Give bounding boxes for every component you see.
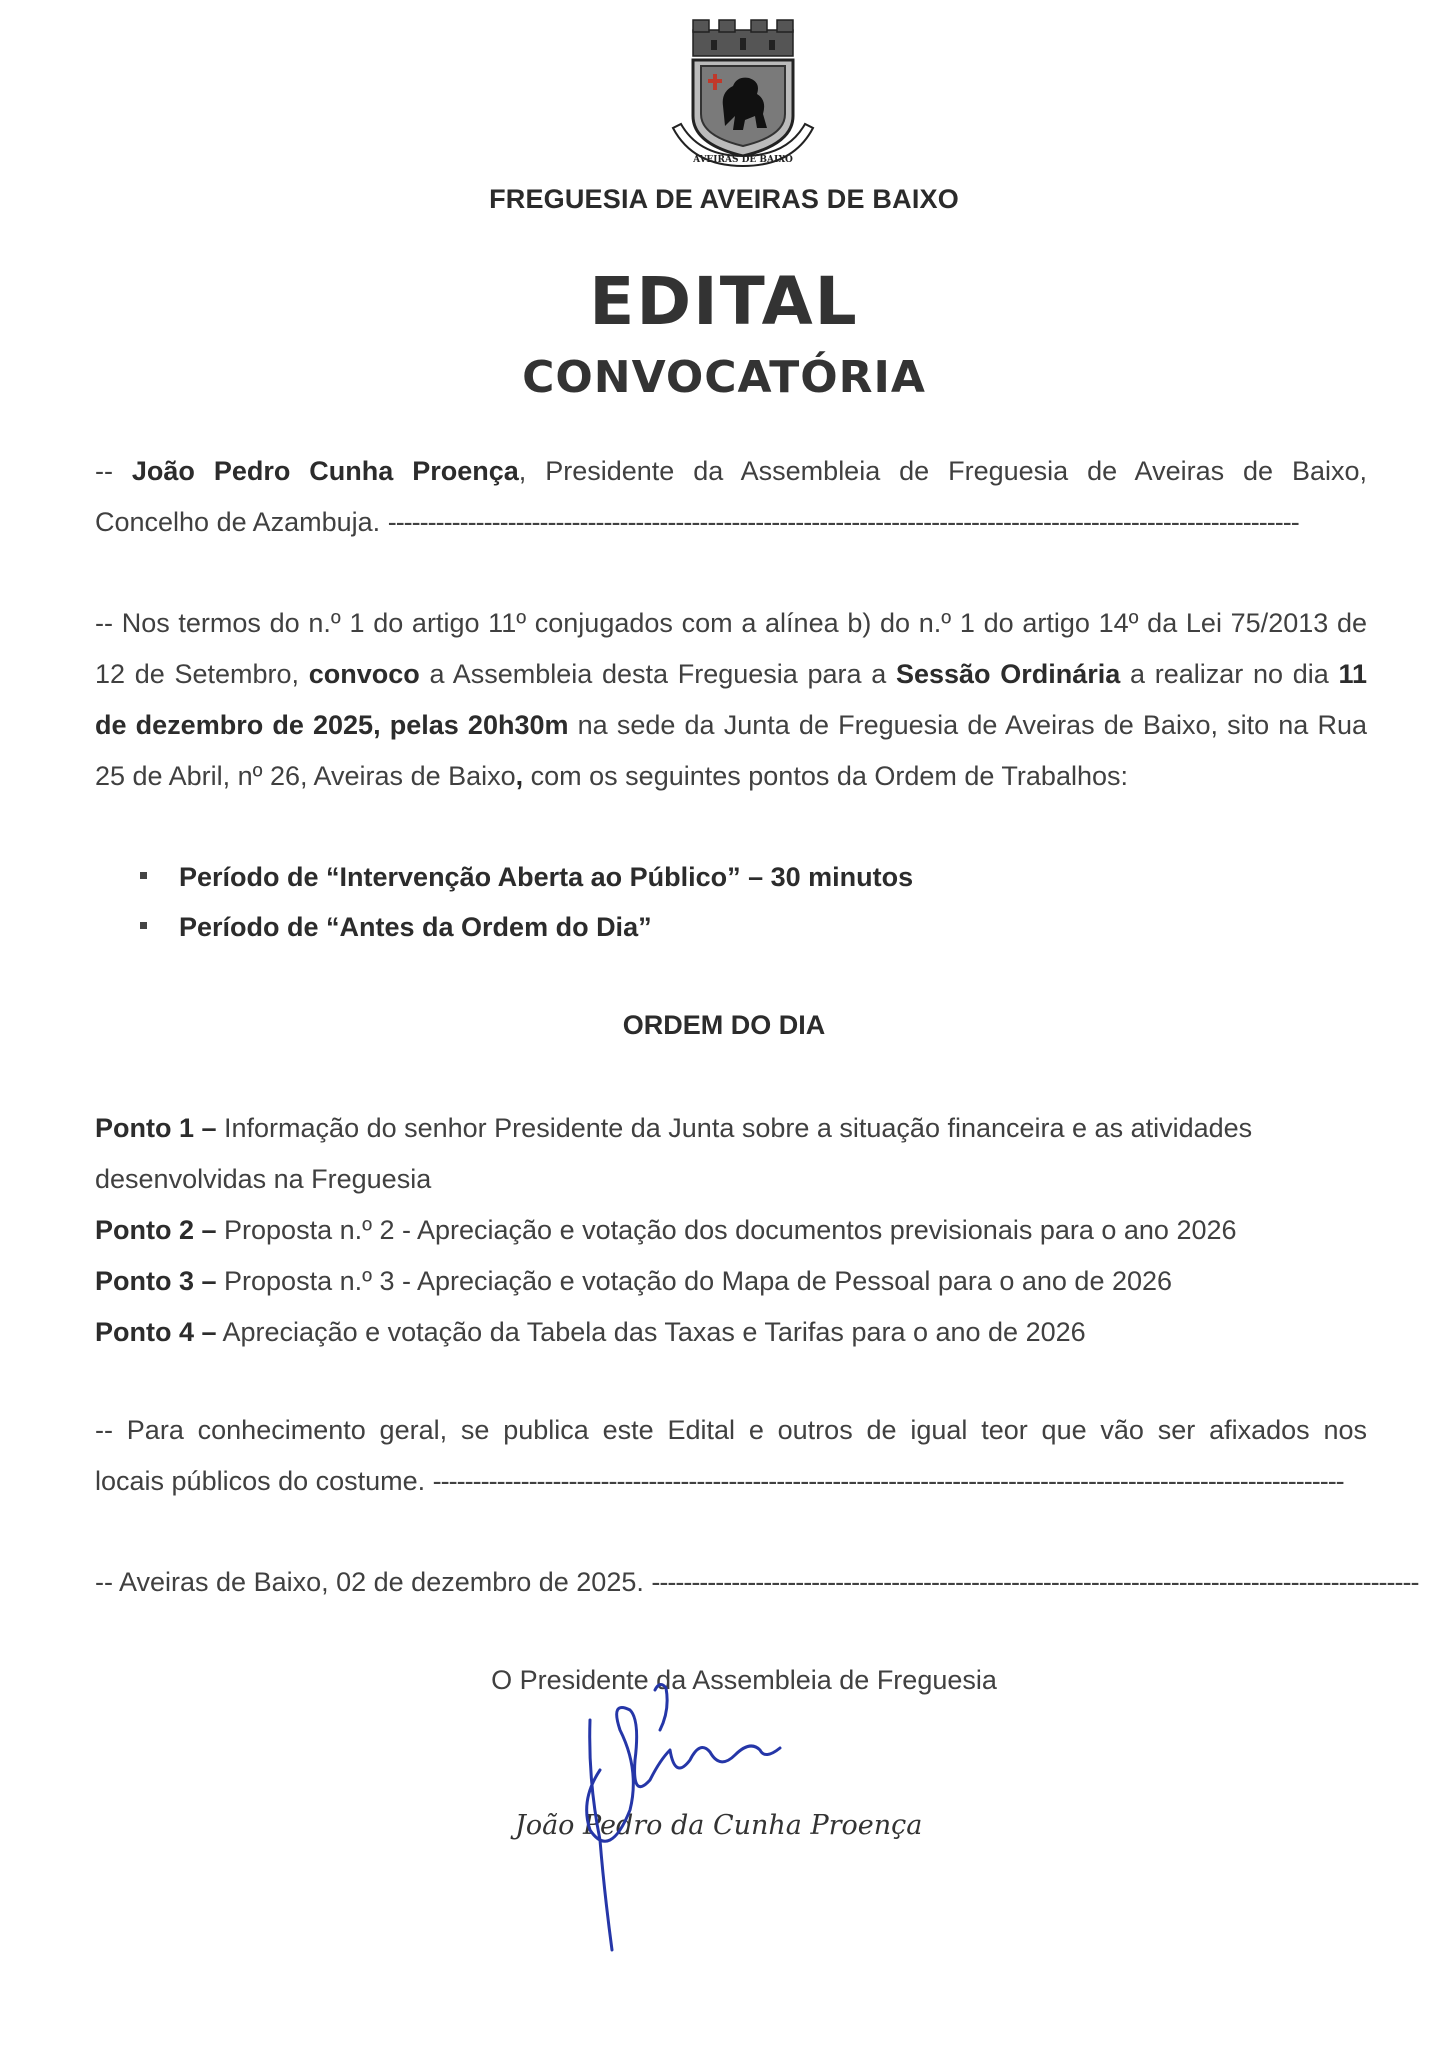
intro-line-1: -- João Pedro Cunha Proença, Presidente da Assembleia de Freguesia de Aveiras de Baixo, (95, 456, 1368, 486)
document-subtitle: CONVOCATÓRIA (522, 352, 926, 403)
list-item: Período de “Antes da Ordem do Dia” (140, 902, 913, 952)
list-item: Período de “Intervenção Aberta ao Público” – 30 minutos (140, 852, 913, 902)
publication-paragraph (95, 1405, 1367, 1507)
handwritten-signature (560, 1660, 820, 1960)
agenda-item-1: Ponto 1 – Informação do senhor Presidente da Junta sobre a situação financeira e as atividades (95, 1113, 1253, 1143)
intro-line-2: Concelho de Azambuja. ------------------------------------------------------------------------------------------------------------------ (95, 497, 1367, 548)
ordem-do-dia-heading: ORDEM DO DIA (622, 1010, 826, 1040)
dash-leader: ------------------------------------------------------------------------------------------------------------------ (432, 1466, 1344, 1496)
dash-leader: ------------------------------------------------------------------------------------------------ (651, 1567, 1419, 1597)
bullet-square-icon (140, 872, 147, 879)
signature-role: O Presidente da Assembleia de Freguesia (491, 1665, 997, 1695)
agenda-items (95, 1103, 1375, 1358)
president-name: João Pedro Cunha Proença (131, 456, 519, 486)
parish-crest-logo (663, 16, 823, 176)
document-title: EDITAL (589, 263, 859, 340)
publication-line-2: locais públicos do costume. ------------------------------------------------------------------------------------------------------------------ (95, 1456, 1367, 1507)
bullet-square-icon (140, 922, 147, 929)
crest-ribbon-text: AVEIRAS DE BAIXO (693, 155, 793, 165)
organization-name: FREGUESIA DE AVEIRAS DE BAIXO (489, 184, 959, 214)
convocation-paragraph: -- Nos termos do n.º 1 do artigo 11º conjugados com a alínea b) do n.º 1 do artigo 14º da Lei 75/2013 de 12 de Setembro, convoco a Assembleia desta Freguesia para a Sessão Ordinária a realizar no dia 11 de dezembro de 2025, pelas 20h30m na sede da Junta de Freguesia de Aveiras de Baixo, sito na Rua 25 de Abril, nº 26, Aveiras de Baixo, com os seguintes pontos da Ordem de Trabalhos: (95, 608, 1368, 791)
dash-leader: ------------------------------------------------------------------------------------------------------------------ (387, 507, 1299, 537)
agenda-item-1-cont: desenvolvidas na Freguesia (95, 1164, 432, 1194)
agenda-item-4: Ponto 4 – Apreciação e votação da Tabela das Taxas e Tarifas para o ano de 2026 (95, 1317, 1086, 1347)
agenda-item-2: Ponto 2 – Proposta n.º 2 - Apreciação e votação dos documentos previsionais para o ano 2026 (95, 1215, 1237, 1245)
date-line: -- Aveiras de Baixo, 02 de dezembro de 2025. ------------------------------------------------------------------------------------------------ (95, 1557, 1367, 1608)
signature-name: João Pedro da Cunha Proença (515, 1810, 923, 1841)
intro-paragraph (95, 446, 1367, 548)
publication-line-1: -- Para conhecimento geral, se publica este Edital e outros de igual teor que vão ser afixados nos (95, 1415, 1367, 1445)
agenda-item-3: Ponto 3 – Proposta n.º 3 - Apreciação e votação do Mapa de Pessoal para o ano de 2026 (95, 1266, 1173, 1296)
bullet-list (140, 852, 913, 952)
